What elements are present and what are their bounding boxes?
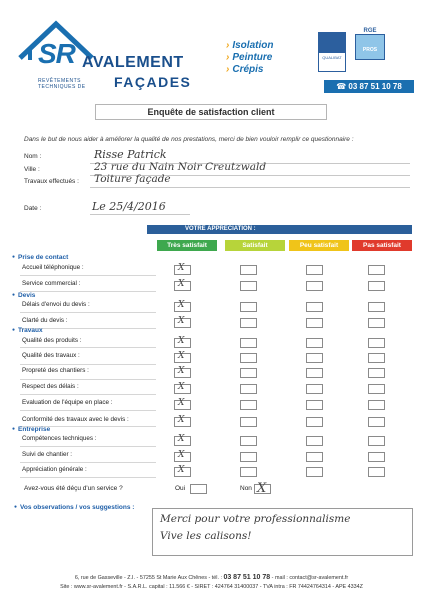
non-check-mark: X [257, 481, 267, 496]
footer-phone: 03 87 51 10 78 [223, 574, 271, 581]
rating-checkbox[interactable] [368, 338, 385, 348]
row-label: Clarté du devis : [22, 317, 68, 324]
rating-checkbox[interactable] [306, 400, 323, 410]
rating-checkbox[interactable] [240, 353, 257, 363]
service-item: › Peinture [226, 52, 273, 64]
qualibat-badge: QUALIBAT [318, 32, 346, 72]
rating-checkbox[interactable] [240, 417, 257, 427]
rating-checkbox[interactable] [368, 417, 385, 427]
footer-address: 6, rue de Gasseville - Z.I. - 57255 St Marie Aux Chênes - tél. : [74, 575, 222, 581]
rge-badge: RGE PROS [355, 28, 385, 72]
rating-checkbox[interactable] [368, 265, 385, 275]
rating-checkbox[interactable] [240, 281, 257, 291]
section-entreprise: ● Entreprise [12, 426, 50, 433]
section-prise-de-contact: ● Prise de contact [12, 254, 68, 261]
rating-checkbox[interactable] [306, 384, 323, 394]
non-label: Non [240, 485, 252, 492]
logo-ravalement: AVALEMENT [82, 54, 184, 71]
row-label: Qualité des travaux : [22, 352, 80, 359]
rating-checkbox[interactable] [368, 318, 385, 328]
date-label: Date : [24, 205, 42, 212]
rating-checkbox[interactable] [368, 436, 385, 446]
check-mark: X [178, 366, 185, 376]
rating-checkbox[interactable] [306, 353, 323, 363]
row-label: Evaluation de l'équipe en place : [22, 399, 113, 406]
nom-label: Nom : [24, 153, 42, 160]
service-question: Avez-vous été déçu d'un service ? [24, 485, 123, 492]
row-label: Accueil téléphonique : [22, 264, 84, 271]
header-phone: ☎ 03 87 51 10 78 [324, 80, 414, 93]
check-mark: X [178, 263, 185, 273]
rating-checkbox[interactable] [240, 436, 257, 446]
travaux-label: Travaux effectués : [24, 178, 79, 185]
row-label: Appréciation générale : [22, 466, 87, 473]
observation-line-1: Merci pour votre professionnalisme [160, 513, 351, 525]
rating-checkbox[interactable] [306, 467, 323, 477]
rating-checkbox[interactable] [368, 384, 385, 394]
rating-checkbox[interactable] [306, 368, 323, 378]
rating-checkbox[interactable] [240, 384, 257, 394]
rating-checkbox[interactable] [240, 400, 257, 410]
check-mark: X [178, 351, 185, 361]
logo-facades: FAÇADES [114, 74, 192, 90]
column-peu-satisfait: Peu satisfait [289, 240, 349, 251]
row-label: Délais d'envoi du devis : [22, 301, 90, 308]
rating-checkbox[interactable] [368, 452, 385, 462]
footer-legal: Site : www.sr-avalement.fr - S.A.R.L. capital : 11.566 € - SIRET : 424764 31400037 - TVA intra : FR 74424764314 - APE 4334Z [60, 584, 363, 590]
rating-checkbox[interactable] [240, 338, 257, 348]
footer [0, 573, 423, 592]
appreciation-header: VOTRE APPRECIATION : [147, 225, 412, 234]
row-label: Qualité des produits : [22, 337, 82, 344]
rating-checkbox[interactable] [368, 353, 385, 363]
row-label: Suivi de chantier : [22, 451, 73, 458]
rating-checkbox[interactable] [240, 452, 257, 462]
phone-icon: ☎ [336, 82, 349, 91]
check-mark: X [178, 450, 185, 460]
ville-label: Ville : [24, 166, 40, 173]
rating-checkbox[interactable] [368, 467, 385, 477]
page-title: Enquête de satisfaction client [95, 104, 327, 120]
services-list [226, 40, 273, 76]
check-mark: X [178, 415, 185, 425]
column-pas-satisfait: Pas satisfait [352, 240, 412, 251]
service-item: › Crépis [226, 64, 273, 76]
company-logo [16, 18, 216, 88]
observation-line-2: Vive les calisons! [160, 530, 252, 542]
ville-value[interactable]: 23 rue du Nain Noir Creutzwald [94, 161, 267, 173]
rating-checkbox[interactable] [306, 338, 323, 348]
rating-checkbox[interactable] [240, 302, 257, 312]
rating-checkbox[interactable] [368, 281, 385, 291]
check-mark: X [178, 336, 185, 346]
check-mark: X [178, 398, 185, 408]
rating-checkbox[interactable] [368, 368, 385, 378]
rating-checkbox[interactable] [240, 368, 257, 378]
rating-checkbox[interactable] [306, 265, 323, 275]
logo-sr: SR [38, 38, 75, 69]
service-item: › Isolation [226, 40, 273, 52]
date-value[interactable]: Le 25/4/2016 [92, 200, 166, 213]
rating-checkbox[interactable] [306, 281, 323, 291]
check-mark: X [178, 300, 185, 310]
travaux-value[interactable]: Toiture façade [94, 173, 171, 185]
rating-checkbox[interactable] [240, 318, 257, 328]
check-mark: X [178, 279, 185, 289]
rating-checkbox[interactable] [368, 302, 385, 312]
check-mark: X [178, 382, 185, 392]
section-devis: ● Devis [12, 292, 35, 299]
row-label: Propreté des chantiers : [22, 367, 89, 374]
rating-checkbox[interactable] [368, 400, 385, 410]
rating-checkbox[interactable] [306, 436, 323, 446]
oui-checkbox[interactable] [190, 484, 207, 494]
row-label: Compétences techniques : [22, 435, 97, 442]
row-label: Respect des délais : [22, 383, 79, 390]
rating-checkbox[interactable] [240, 467, 257, 477]
rating-checkbox[interactable] [306, 417, 323, 427]
logo-subtitle: REVÊTEMENTS TECHNIQUES DE [38, 78, 86, 90]
footer-mail: - mail : contact@sr-avalement.fr [271, 575, 349, 581]
observations-title: ● Vos observations / vos suggestions : [14, 504, 134, 511]
nom-value[interactable]: Risse Patrick [94, 148, 167, 161]
rating-checkbox[interactable] [240, 265, 257, 275]
column-tres-satisfait: Très satisfait [157, 240, 217, 251]
rating-checkbox[interactable] [306, 452, 323, 462]
column-satisfait: Satisfait [225, 240, 285, 251]
rating-checkbox[interactable] [306, 302, 323, 312]
row-label: Service commercial : [22, 280, 81, 287]
check-mark: X [178, 465, 185, 475]
oui-label: Oui [175, 485, 186, 492]
check-mark: X [178, 316, 185, 326]
section-travaux: ● Travaux [12, 327, 43, 334]
row-label: Conformité des travaux avec le devis : [22, 416, 129, 423]
intro-text: Dans le but de nous aider à améliorer la qualité de nos prestations, merci de bien vouloir remplir ce questionnaire : [24, 136, 354, 143]
rating-checkbox[interactable] [306, 318, 323, 328]
check-mark: X [178, 434, 185, 444]
